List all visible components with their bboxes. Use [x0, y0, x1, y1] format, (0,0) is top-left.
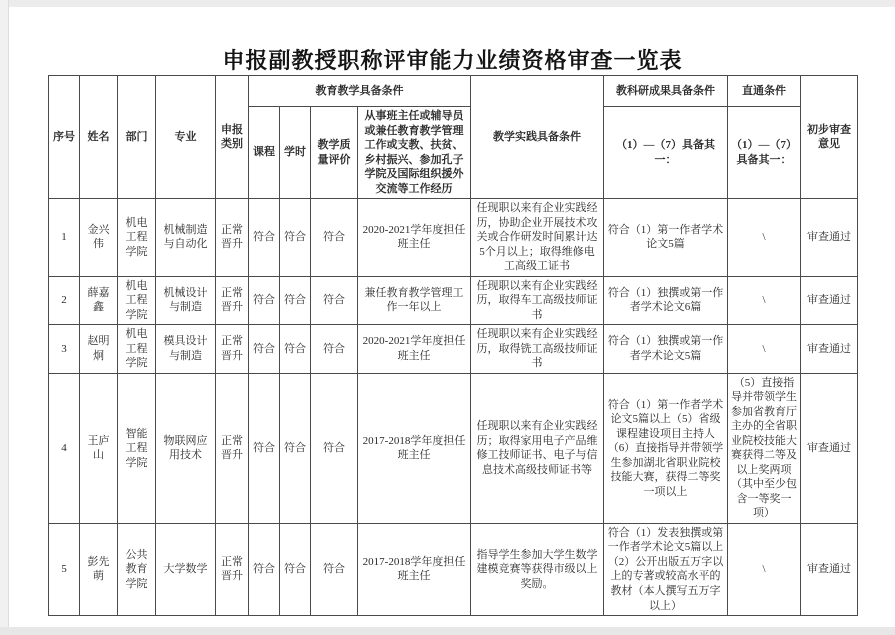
cell-homeroom: 2020-2021学年度担任班主任	[358, 325, 471, 374]
col-header-course: 课程	[249, 107, 280, 199]
table-row	[49, 523, 858, 615]
table-row	[49, 199, 858, 277]
cell-major: 大学数学	[156, 523, 216, 615]
cell-dept: 智能工程学院	[118, 373, 156, 523]
col-header-homeroom: 从事班主任或辅导员或兼任教育教学管理工作或支教、扶贫、乡村振兴、参加孔子学院及国际组织援外交流等工作经历	[358, 107, 471, 199]
table-row	[49, 325, 858, 374]
cell-course: 符合	[249, 325, 280, 374]
cell-direct: \	[728, 199, 801, 277]
cell-practice: 任现职以来有企业实践经历，协助企业开展技术攻关或合作研发时间累计达5个月以上；取得维修电工高级工证书	[471, 199, 604, 277]
cell-seq: 5	[49, 523, 80, 615]
cell-direct: \	[728, 523, 801, 615]
cell-major: 模具设计与制造	[156, 325, 216, 374]
scan-edge-top	[0, 0, 895, 7]
scan-edge-bottom	[0, 627, 895, 635]
cell-research: 符合（1）第一作者学术论文5篇以上（5）省级课程建设项目主持人（6）直接指导并带领学生参加湖北省职业院校技能大赛，获得二等奖一项以上	[604, 373, 728, 523]
cell-direct: （5）直接指导并带领学生参加省教育厅主办的全省职业院校技能大赛获得二等及以上奖两项（其中至少包含一等奖一项）	[728, 373, 801, 523]
cell-category: 正常晋升	[216, 523, 249, 615]
col-group-direct: 直通条件	[728, 76, 801, 107]
col-header-hours: 学时	[280, 107, 311, 199]
cell-major: 物联网应用技术	[156, 373, 216, 523]
cell-quality: 符合	[311, 325, 358, 374]
cell-quality: 符合	[311, 373, 358, 523]
cell-practice: 任现职以来有企业实践经历，取得铣工高级技师证书	[471, 325, 604, 374]
cell-quality: 符合	[311, 199, 358, 277]
cell-category: 正常晋升	[216, 373, 249, 523]
table-row	[49, 373, 858, 523]
cell-review: 审查通过	[801, 199, 858, 277]
cell-name: 王庐山	[80, 373, 118, 523]
review-table	[48, 75, 858, 616]
cell-direct: \	[728, 325, 801, 374]
col-header-name: 姓名	[80, 76, 118, 199]
col-header-major: 专业	[156, 76, 216, 199]
cell-review: 审查通过	[801, 276, 858, 325]
cell-homeroom: 2017-2018学年度担任班主任	[358, 523, 471, 615]
cell-direct: \	[728, 276, 801, 325]
cell-dept: 机电工程学院	[118, 325, 156, 374]
cell-research: 符合（1）独撰或第一作者学术论文5篇	[604, 325, 728, 374]
cell-quality: 符合	[311, 276, 358, 325]
cell-hours: 符合	[280, 325, 311, 374]
cell-homeroom: 2017-2018学年度担任班主任	[358, 373, 471, 523]
col-header-practice: 教学实践具备条件	[471, 76, 604, 199]
cell-dept: 机电工程学院	[118, 199, 156, 277]
cell-hours: 符合	[280, 373, 311, 523]
cell-practice: 任现职以来有企业实践经历；取得家用电子产品维修工技师证书、电子与信息技术高级技师证书等	[471, 373, 604, 523]
col-subheader-direct: （1）—（7）具备其一：	[728, 107, 801, 199]
cell-homeroom: 兼任教育教学管理工作一年以上	[358, 276, 471, 325]
cell-homeroom: 2020-2021学年度担任班主任	[358, 199, 471, 277]
cell-seq: 1	[49, 199, 80, 277]
cell-quality: 符合	[311, 523, 358, 615]
cell-course: 符合	[249, 276, 280, 325]
col-subheader-research: （1）—（7）具备其一：	[604, 107, 728, 199]
header-row-groups	[49, 76, 858, 107]
col-group-research: 教科研成果具备条件	[604, 76, 728, 107]
col-header-dept: 部门	[118, 76, 156, 199]
cell-dept: 机电工程学院	[118, 276, 156, 325]
cell-major: 机械制造与自动化	[156, 199, 216, 277]
cell-seq: 3	[49, 325, 80, 374]
cell-practice: 指导学生参加大学生数学建模竞赛等获得市级以上奖励。	[471, 523, 604, 615]
cell-research: 符合（1）第一作者学术论文5篇	[604, 199, 728, 277]
cell-course: 符合	[249, 199, 280, 277]
col-header-seq: 序号	[49, 76, 80, 199]
cell-category: 正常晋升	[216, 325, 249, 374]
cell-review: 审查通过	[801, 325, 858, 374]
cell-category: 正常晋升	[216, 276, 249, 325]
cell-major: 机械设计与制造	[156, 276, 216, 325]
cell-dept: 公共教育学院	[118, 523, 156, 615]
col-group-education: 教育教学具备条件	[249, 76, 471, 107]
cell-category: 正常晋升	[216, 199, 249, 277]
page-title: 申报副教授职称评审能力业绩资格审查一览表	[222, 48, 683, 73]
cell-name: 薛嘉鑫	[80, 276, 118, 325]
col-header-quality: 教学质量评价	[311, 107, 358, 199]
cell-seq: 4	[49, 373, 80, 523]
col-header-category: 申报类别	[216, 76, 249, 199]
cell-name: 彭先萌	[80, 523, 118, 615]
cell-name: 赵明炯	[80, 325, 118, 374]
cell-research: 符合（1）独撰或第一作者学术论文6篇	[604, 276, 728, 325]
cell-research: 符合（1）发表独撰或第一作者学术论文5篇以上（2）公开出版五万字以上的专著或较高水平的教材（本人撰写五万字以上）	[604, 523, 728, 615]
cell-course: 符合	[249, 523, 280, 615]
cell-course: 符合	[249, 373, 280, 523]
cell-name: 金兴伟	[80, 199, 118, 277]
cell-seq: 2	[49, 276, 80, 325]
cell-review: 审查通过	[801, 523, 858, 615]
table-row	[49, 276, 858, 325]
cell-practice: 任现职以来有企业实践经历，取得车工高级技师证书	[471, 276, 604, 325]
cell-hours: 符合	[280, 523, 311, 615]
cell-hours: 符合	[280, 199, 311, 277]
cell-review: 审查通过	[801, 373, 858, 523]
scan-edge-left	[0, 0, 9, 635]
cell-hours: 符合	[280, 276, 311, 325]
col-header-review: 初步审查意见	[801, 76, 858, 199]
